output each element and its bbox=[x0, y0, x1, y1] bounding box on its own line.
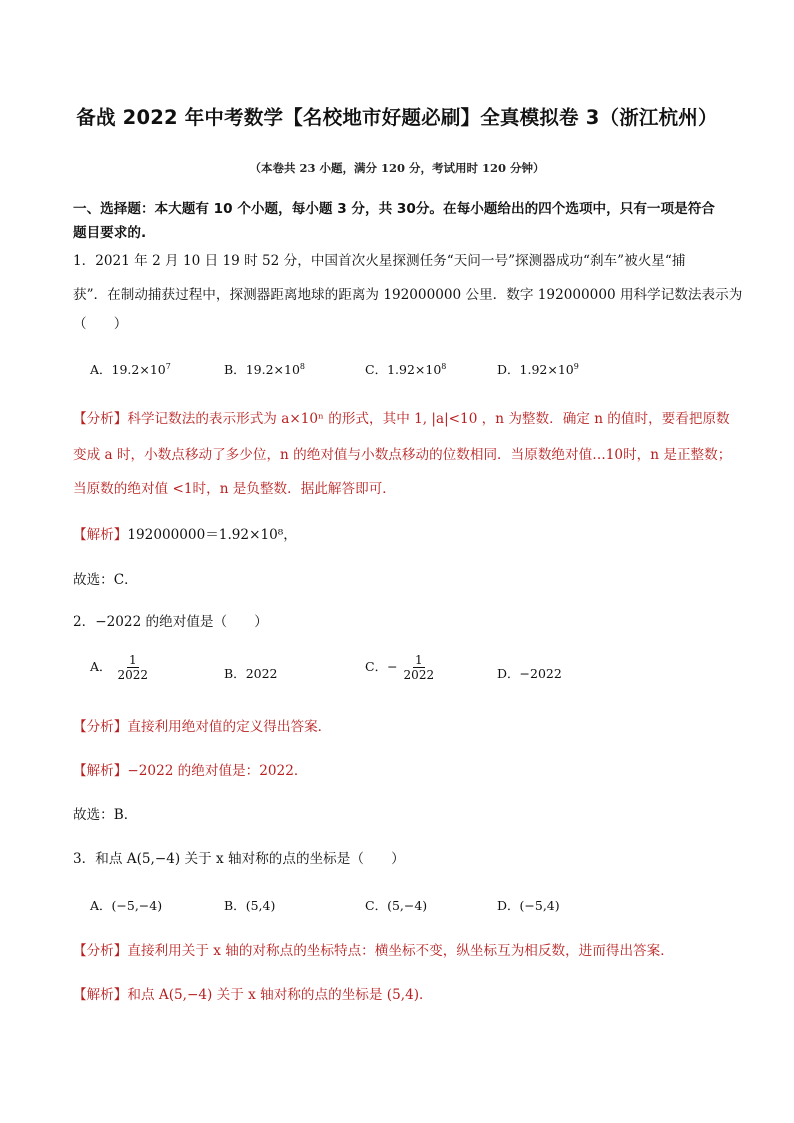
fraction: $\frac{1}{2022}$ bbox=[403, 653, 435, 682]
solution-tag: 【解析】 bbox=[73, 987, 128, 1003]
q2-solution: 【解析】−2022 的绝对值是：2022． bbox=[73, 763, 308, 779]
analysis-tag: 【分析】 bbox=[73, 719, 128, 735]
q1-answer: 故选：C． bbox=[73, 572, 138, 588]
q1-option-b: B．$19.2\times 10^8$ bbox=[224, 361, 305, 377]
q1-analysis-line1: 【分析】科学记数法的表示形式为 a×10ⁿ 的形式，其中 1, |a|<10 ，n 为整数．确定 n 的值时，要看把原数 bbox=[73, 411, 730, 427]
page-subtitle: （本卷共 23 小题，满分 120 分，考试用时 120 分钟） bbox=[249, 161, 545, 175]
q3-option-b: B．(5,4) bbox=[224, 898, 276, 913]
q3-option-d: D．(−5,4) bbox=[497, 898, 560, 913]
q3-option-a: A．(−5,−4) bbox=[90, 898, 163, 913]
q1-option-d: D．$1.92\times 10^9$ bbox=[497, 361, 579, 377]
q3-solution: 【解析】和点 A(5,−4) 关于 x 轴对称的点的坐标是 (5,4)． bbox=[73, 987, 433, 1003]
q1-stem-line1: 1．2021 年 2 月 10 日 19 时 52 分，中国首次火星探测任务“天问一号”探测器成功“刹车”被火星“捕 bbox=[73, 253, 686, 269]
q1-analysis-line3: 当原数的绝对值 <1时，n 是负整数．据此解答即可． bbox=[73, 481, 396, 497]
fraction: $\frac{1}{2022}$ bbox=[117, 653, 149, 682]
q1-stem-line2: 获”．在制动捕获过程中，探测器距离地球的距离为 192000000 公里．数字 192000000 用科学记数法表示为 bbox=[73, 287, 743, 303]
q1-stem-line3: （ ） bbox=[73, 316, 128, 332]
analysis-tag: 【分析】 bbox=[73, 943, 128, 959]
q2-stem: 2．−2022 的绝对值是（ ） bbox=[73, 614, 268, 630]
q1-analysis-line2: 变成 a 时，小数点移动了多少位，n 的绝对值与小数点移动的位数相同．当原数绝对值…10时，n 是正整数； bbox=[73, 447, 732, 463]
q1-option-a: A．$19.2\times 10^7$ bbox=[90, 361, 171, 377]
q2-analysis: 【分析】直接利用绝对值的定义得出答案． bbox=[73, 719, 332, 735]
page-title: 备战 2022 年中考数学【名校地市好题必刷】全真模拟卷 3（浙江杭州） bbox=[76, 106, 718, 129]
q2-option-a: A． $\frac{1}{2022}$ bbox=[90, 653, 149, 682]
q2-option-c: C．− $\frac{1}{2022}$ bbox=[365, 653, 435, 682]
analysis-tag: 【分析】 bbox=[73, 411, 128, 427]
solution-tag: 【解析】 bbox=[73, 763, 128, 779]
q2-option-b: B．2022 bbox=[224, 666, 278, 681]
q3-stem: 3．和点 A(5,−4) 关于 x 轴对称的点的坐标是（ ） bbox=[73, 851, 405, 867]
section-heading-line1: 一、选择题：本大题有 10 个小题，每小题 3 分，共 30分。在每小题给出的四个选项中，只有一项是符合 bbox=[73, 201, 715, 217]
q1-solution: 【解析】192000000＝1.92×10⁸， bbox=[73, 527, 297, 543]
q1-option-c: C．$1.92\times 10^8$ bbox=[365, 361, 447, 377]
section-heading-line2: 题目要求的. bbox=[73, 225, 147, 241]
solution-tag: 【解析】 bbox=[73, 527, 128, 543]
q3-analysis: 【分析】直接利用关于 x 轴的对称点的坐标特点：横坐标不变，纵坐标互为相反数，进而得出答案． bbox=[73, 943, 674, 959]
q2-option-d: D．−2022 bbox=[497, 666, 562, 681]
q3-option-c: C．(5,−4) bbox=[365, 898, 428, 913]
q2-answer: 故选：B． bbox=[73, 807, 138, 823]
